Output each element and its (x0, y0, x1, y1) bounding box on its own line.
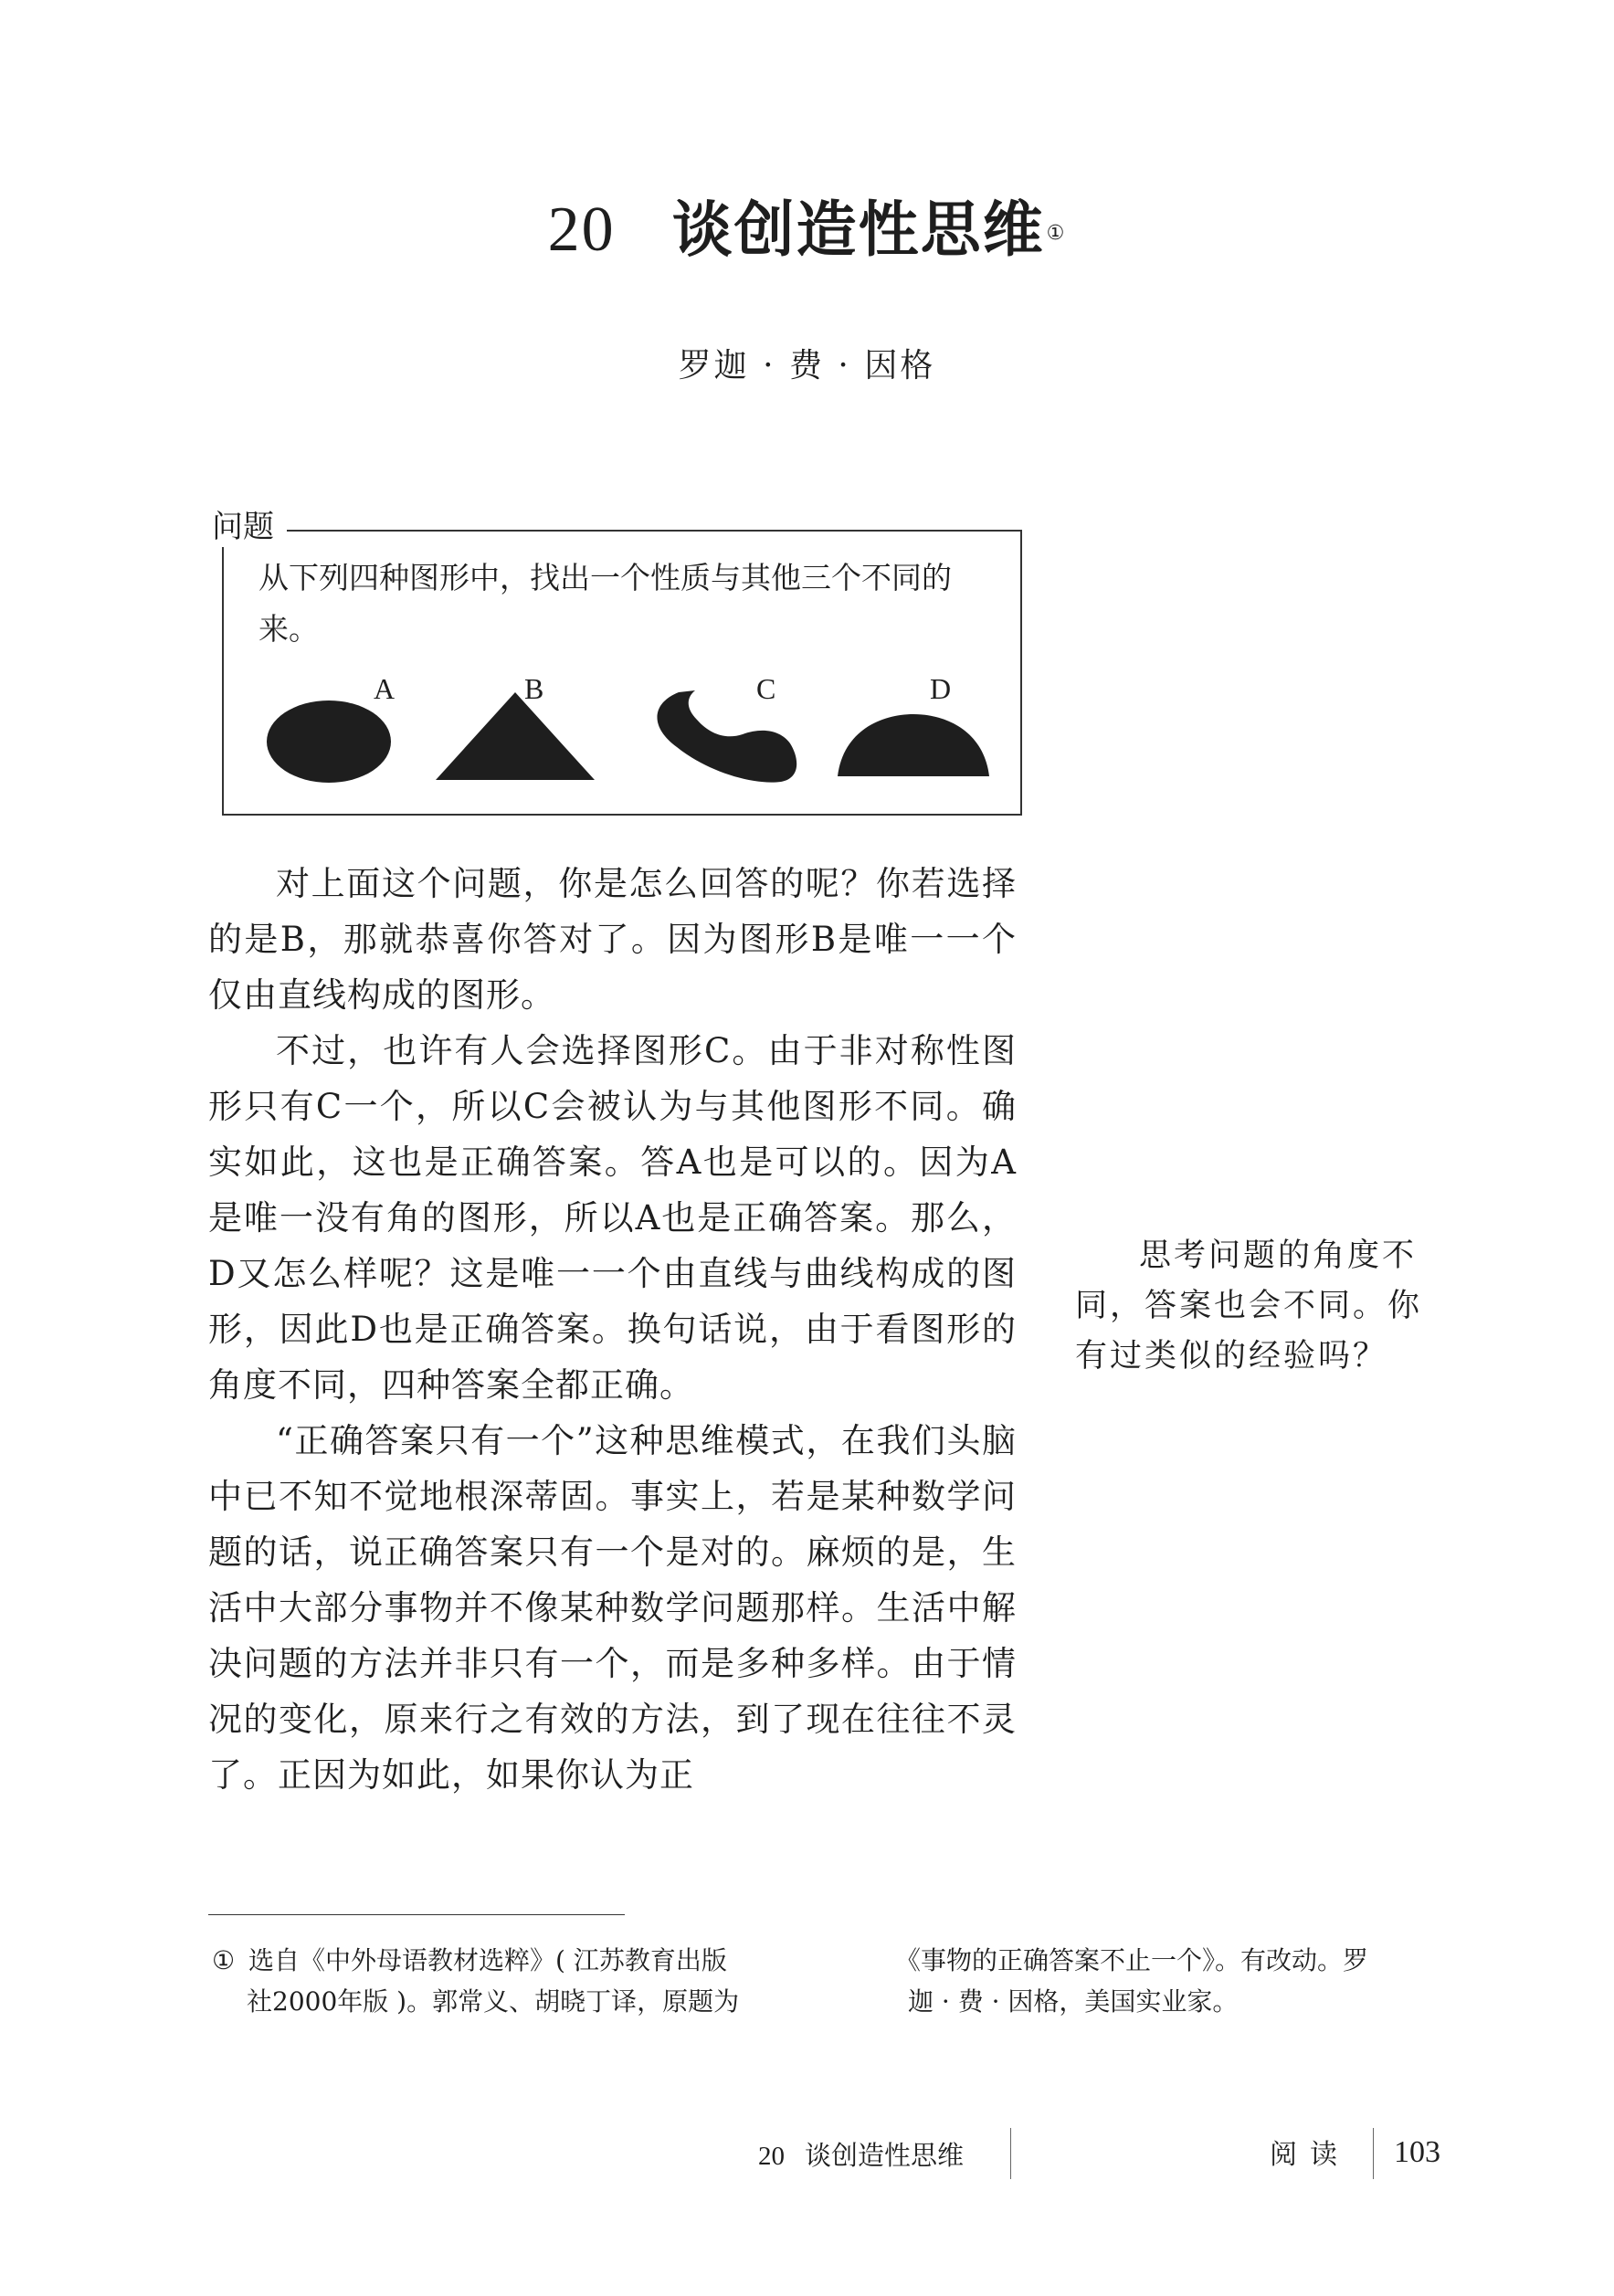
body-text (208, 856, 1017, 1803)
footnote-divider (208, 1914, 625, 1915)
problem-text: 从下列四种图形中，找出一个性质与其他三个不同的来。 (258, 560, 952, 647)
figure-d-semicircle (836, 712, 991, 778)
author-name: 罗迦 · 费 · 因格 (678, 347, 936, 384)
footer-section: 阅读 (1270, 2139, 1350, 2171)
figure-c-label: C (756, 672, 776, 705)
side-note-line: 同，答案也会不同。你 (1075, 1288, 1423, 1324)
lesson-title (0, 194, 1614, 267)
side-note-line: 有过类似的经验吗？ (1075, 1338, 1388, 1374)
side-note-line: 思考问题的角度不 (1139, 1238, 1418, 1274)
paragraph: 对上面这个问题，你是怎么回答的呢？你若选择的是B，那就恭喜你答对了。因为图形B是唯一一个仅由直线构成的图形。 (208, 864, 1017, 1015)
figure-a-label: A (374, 672, 396, 705)
running-footer-title (758, 2135, 964, 2176)
footnote-line: 选自《中外母语教材选粹》( 江苏教育出版 (248, 1945, 727, 1975)
lesson-title-text: 谈创造性思维 (671, 195, 1045, 265)
footnote-reference[interactable]: ① (1046, 222, 1067, 245)
footer-lesson-number: 20 (758, 2142, 785, 2171)
footer-divider (1373, 2128, 1374, 2179)
lesson-number: 20 (547, 195, 616, 265)
footnote-right (895, 1940, 1461, 2022)
figure-b-label: B (524, 672, 544, 705)
problem-label: 问题 (206, 507, 287, 547)
page-number: 103 (1394, 2135, 1440, 2169)
paragraph: “正确答案只有一个”这种思维模式，在我们头脑中已不知不觉地根深蒂固。事实上，若是某种数学问题的话，说正确答案只有一个是对的。麻烦的是，生活中大部分事物并不像某种数学问题那样。生活中解决问题的方法并非只有一个，而是多种多样。由于情况的变化，原来行之有效的方法，到了现在往往不灵了。正因为如此，如果你认为正 (208, 1421, 1017, 1795)
figure-d-label: D (930, 672, 952, 705)
side-note (1075, 1231, 1459, 1382)
footnote-left (212, 1940, 815, 2022)
figure-c-curved-shape (644, 687, 799, 787)
paragraph: 不过，也许有人会选择图形C。由于非对称性图形只有C一个，所以C会被认为与其他图形不同。确实如此，这也是正确答案。答A也是可以的。因为A是唯一没有角的图形，所以A也是正确答案。那么，D又怎么样呢？这是唯一一个由直线与曲线构成的图形，因此D也是正确答案。换句话说，由于看图形的角度不同，四种答案全都正确。 (208, 1031, 1017, 1405)
footnote-line: 迦 · 费 · 因格，美国实业家。 (908, 1986, 1239, 2017)
figure-a-ellipse (265, 699, 393, 785)
figure-b-triangle (434, 690, 596, 782)
footnote-mark: ① (212, 1945, 236, 1975)
footnote-line: 社2000年版 )。郭常义、胡晓丁译，原题为 (247, 1986, 740, 2017)
footnote-line: 《事物的正确答案不止一个》。有改动。罗 (895, 1945, 1369, 1975)
footer-divider (1010, 2128, 1011, 2179)
footer-lesson-title: 谈创造性思维 (805, 2140, 965, 2171)
